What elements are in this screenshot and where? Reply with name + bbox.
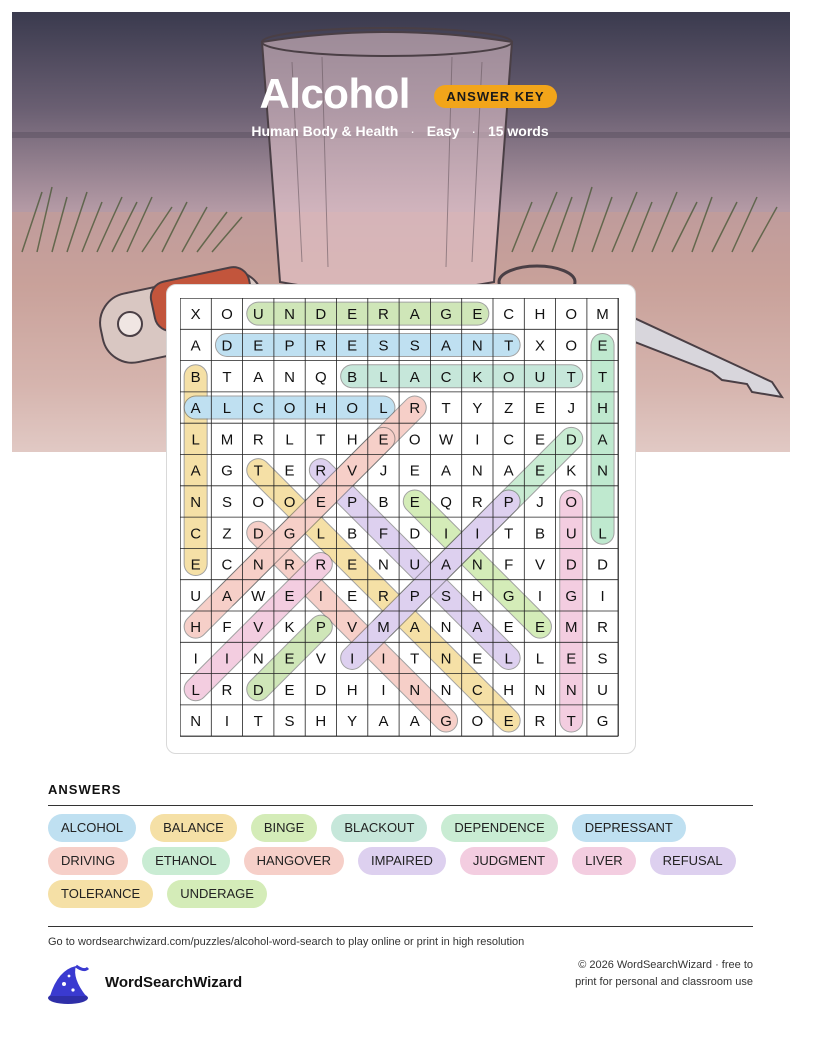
grid-letter: N xyxy=(284,306,295,324)
grid-letter: H xyxy=(534,306,546,324)
grid-letter: T xyxy=(504,525,514,543)
grid-letter: E xyxy=(597,337,608,355)
grid-letter: W xyxy=(438,431,454,449)
grid-letter: R xyxy=(378,587,389,605)
grid-letter: A xyxy=(221,587,232,605)
grid-letter: E xyxy=(190,556,201,574)
grid-letter: H xyxy=(346,431,358,449)
grid-letter: Y xyxy=(472,400,483,418)
grid-letter: B xyxy=(347,525,358,543)
grid-letter: D xyxy=(221,337,233,355)
answer-chip-impaired: IMPAIRED xyxy=(358,847,446,875)
grid-letter: J xyxy=(567,400,575,418)
grid-letter: C xyxy=(471,681,483,699)
grid-letter: D xyxy=(315,306,327,324)
answer-chip-hangover: HANGOVER xyxy=(244,847,344,875)
answer-chip-tolerance: TOLERANCE xyxy=(48,880,153,908)
grid-letter: G xyxy=(440,713,452,731)
grid-letter: E xyxy=(347,587,358,605)
grid-letter: I xyxy=(381,650,386,668)
grid-letter: L xyxy=(285,431,294,449)
answer-chip-blackout: BLACKOUT xyxy=(331,814,427,842)
grid-letter: A xyxy=(190,462,201,480)
grid-letter: F xyxy=(222,619,232,637)
word-search-grid xyxy=(180,298,620,738)
grid-letter: O xyxy=(471,713,484,731)
grid-letter: V xyxy=(347,462,358,480)
grid-letter: T xyxy=(597,368,608,386)
copyright-text: © 2026 WordSearchWizard · free to print for personal and classroom use xyxy=(575,959,753,988)
answers-heading: ANSWERS xyxy=(48,782,122,797)
grid-letter: E xyxy=(534,431,545,449)
grid-letter: K xyxy=(284,619,295,637)
grid-letter: E xyxy=(566,650,577,668)
grid-letter: D xyxy=(597,556,608,574)
grid-letter: R xyxy=(597,619,608,637)
word-count-label: 15 words xyxy=(487,123,549,139)
title-row xyxy=(0,70,816,118)
grid-letter: G xyxy=(502,587,515,605)
grid-letter: E xyxy=(472,306,483,324)
grid-letter: N xyxy=(471,556,483,574)
grid-letter: E xyxy=(284,650,295,668)
puzzle-meta xyxy=(0,123,800,139)
grid-letter: H xyxy=(471,587,483,605)
grid-letter: A xyxy=(378,713,389,731)
grid-letter: C xyxy=(503,431,515,449)
category-label: Human Body & Health xyxy=(251,123,399,139)
grid-letter: U xyxy=(534,368,546,386)
grid-letter: F xyxy=(504,556,514,574)
grid-letter: G xyxy=(283,525,296,543)
grid-letter: L xyxy=(222,400,232,418)
grid-letter: A xyxy=(409,368,420,386)
grid-letter: R xyxy=(284,556,295,574)
grid-letter: E xyxy=(347,556,358,574)
grid-letter: R xyxy=(315,462,327,480)
grid-letter: E xyxy=(534,462,545,480)
grid-letter: I xyxy=(350,650,355,668)
grid-letter: B xyxy=(347,368,358,386)
grid-letter: H xyxy=(346,681,358,699)
grid-letter: N xyxy=(252,650,264,668)
grid-letter: P xyxy=(284,337,295,355)
grid-letter: B xyxy=(534,525,545,543)
answer-chip-ethanol: ETHANOL xyxy=(142,847,229,875)
grid-letter: M xyxy=(565,619,578,637)
grid-letter: U xyxy=(409,556,421,574)
grid-letter: I xyxy=(193,650,198,668)
grid-letter: G xyxy=(221,462,233,480)
grid-letter: G xyxy=(596,713,609,731)
grid-letter: E xyxy=(409,493,420,511)
grid-letter: G xyxy=(440,306,452,324)
answer-chip-binge: BINGE xyxy=(251,814,317,842)
answers-list xyxy=(48,814,753,908)
grid-letter: J xyxy=(379,462,388,480)
grid-letter: I xyxy=(537,587,543,605)
grid-letter: R xyxy=(378,306,389,324)
answer-chip-alcohol: ALCOHOL xyxy=(48,814,136,842)
grid-letter: C xyxy=(190,525,202,543)
grid-letter: O xyxy=(221,306,233,324)
grid-letter: X xyxy=(534,337,545,355)
grid-letter: N xyxy=(440,650,452,668)
grid-letter: A xyxy=(190,400,201,418)
answer-chip-refusal: REFUSAL xyxy=(650,847,736,875)
grid-letter: R xyxy=(409,400,421,418)
brand-name: WordSearchWizard xyxy=(105,974,243,991)
grid-letter: E xyxy=(284,462,295,480)
grid-letter: E xyxy=(409,462,420,480)
grid-letter: E xyxy=(347,306,358,324)
grid-letter: C xyxy=(252,400,264,418)
grid-letter: V xyxy=(534,556,545,574)
grid-letter: D xyxy=(565,431,577,449)
grid-letter: I xyxy=(224,713,230,731)
grid-letter: U xyxy=(252,306,264,324)
grid-letter: N xyxy=(440,619,452,637)
grid-letter: Q xyxy=(315,368,327,386)
grid-letter: E xyxy=(534,619,545,637)
grid-letter: H xyxy=(315,400,327,418)
answer-chip-underage: UNDERAGE xyxy=(167,880,267,908)
grid-letter: T xyxy=(316,431,326,449)
wizard-hat-icon xyxy=(46,964,92,1011)
answer-key-badge: ANSWER KEY xyxy=(434,85,556,108)
play-online-text: Go to wordsearchwizard.com/puzzles/alcohol-word-search to play online or print in high resolution xyxy=(48,936,525,948)
grid-letter: Y xyxy=(347,713,358,731)
grid-letter: A xyxy=(597,431,608,449)
answers-divider xyxy=(48,805,753,806)
grid-letter: C xyxy=(221,556,233,574)
grid-letter: R xyxy=(471,493,483,511)
grid-letter: I xyxy=(600,587,605,605)
grid-letter: A xyxy=(409,306,420,324)
grid-letter: U xyxy=(190,587,202,605)
grid-letter: E xyxy=(472,650,483,668)
grid-letter: O xyxy=(502,368,515,386)
grid-letter: V xyxy=(315,650,326,668)
grid-letter: T xyxy=(566,368,576,386)
grid-letter: P xyxy=(409,587,420,605)
grid-letter: C xyxy=(503,306,515,324)
grid-letter: R xyxy=(252,431,264,449)
grid-letter: L xyxy=(379,368,388,386)
grid-letter: O xyxy=(283,400,296,418)
grid-letter: S xyxy=(221,493,232,511)
grid-letter: A xyxy=(503,462,514,480)
grid-letter: D xyxy=(409,525,421,543)
grid-letter: E xyxy=(315,493,326,511)
grid-letter: M xyxy=(596,306,609,324)
grid-letter: O xyxy=(408,431,421,449)
answer-chip-judgment: JUDGMENT xyxy=(460,847,558,875)
grid-letter: T xyxy=(441,400,451,418)
grid-letter: X xyxy=(190,306,201,324)
grid-letter: E xyxy=(503,619,514,637)
grid-letter: U xyxy=(565,525,577,543)
grid-letter: L xyxy=(316,525,326,543)
grid-letter: E xyxy=(253,337,264,355)
grid-lines xyxy=(180,298,618,736)
grid-letter: R xyxy=(315,556,327,574)
grid-letter: I xyxy=(475,431,480,449)
grid-letter: A xyxy=(409,619,420,637)
grid-letter: N xyxy=(409,681,421,699)
grid-letter: Q xyxy=(440,493,452,511)
grid-letter: M xyxy=(220,431,234,449)
grid-letter: H xyxy=(315,713,327,731)
grid-letter: Z xyxy=(222,525,232,543)
grid-letter: E xyxy=(284,587,295,605)
grid-letter: V xyxy=(253,619,264,637)
grid-letter: S xyxy=(378,337,389,355)
answer-chip-liver: LIVER xyxy=(572,847,636,875)
grid-letter: H xyxy=(190,619,202,637)
grid-letter: L xyxy=(379,400,388,418)
grid-letter: B xyxy=(190,368,201,386)
grid-letter: N xyxy=(440,681,452,699)
grid-letter: T xyxy=(253,713,263,731)
grid-letter: U xyxy=(597,681,608,699)
grid-letter: D xyxy=(252,681,264,699)
grid-letter: R xyxy=(534,713,546,731)
separator-dot: · xyxy=(471,123,477,139)
grid-letter: V xyxy=(347,619,358,637)
grid-letter: A xyxy=(441,556,452,574)
grid-letter: I xyxy=(475,525,480,543)
grid-letter: N xyxy=(190,493,202,511)
grid-letter: L xyxy=(598,525,607,543)
grid-letter: A xyxy=(441,462,452,480)
grid-letter: K xyxy=(472,368,483,386)
grid-letter: E xyxy=(284,681,295,699)
grid-letter: D xyxy=(252,525,264,543)
grid-letter: S xyxy=(597,650,608,668)
grid-letter: L xyxy=(535,650,545,668)
grid-letter: A xyxy=(409,713,420,731)
grid-letter: A xyxy=(441,337,452,355)
grid-letter: P xyxy=(347,493,358,511)
grid-letter: S xyxy=(284,713,295,731)
separator-dot: · xyxy=(410,123,415,139)
answer-chip-driving: DRIVING xyxy=(48,847,128,875)
grid-letter: T xyxy=(253,462,263,480)
grid-letter: O xyxy=(565,306,578,324)
grid-letter: E xyxy=(534,400,545,418)
grid-letter: D xyxy=(565,556,577,574)
grid-letter: O xyxy=(565,337,578,355)
grid-letter: G xyxy=(565,587,578,605)
grid-letter: P xyxy=(503,493,514,511)
grid-letter: E xyxy=(347,337,358,355)
grid-letter: I xyxy=(381,681,386,699)
grid-letter: I xyxy=(443,525,449,543)
grid-letter: L xyxy=(191,431,200,449)
grid-letter: N xyxy=(284,368,295,386)
grid-letter: F xyxy=(378,525,389,543)
grid-letter: R xyxy=(221,681,233,699)
answer-chip-dependence: DEPENDENCE xyxy=(441,814,557,842)
grid-letter: I xyxy=(318,587,323,605)
grid-letter: T xyxy=(222,368,232,386)
grid-letter: I xyxy=(224,650,230,668)
grid-letter: B xyxy=(378,493,389,511)
grid-letter: N xyxy=(252,556,264,574)
grid-letter: N xyxy=(471,462,483,480)
grid-letter: M xyxy=(377,619,390,637)
grid-letter: R xyxy=(315,337,327,355)
grid-letter: N xyxy=(471,337,483,355)
grid-letter: P xyxy=(315,619,326,637)
grid-letter: Z xyxy=(504,400,514,418)
footer-divider xyxy=(48,926,753,927)
grid-letter: H xyxy=(503,681,515,699)
grid-letter: N xyxy=(534,681,546,699)
grid-letter: H xyxy=(597,400,608,418)
grid-letter: T xyxy=(504,337,514,355)
grid-letter: O xyxy=(283,493,296,511)
grid-letter: N xyxy=(597,462,608,480)
grid-letter: K xyxy=(566,462,577,480)
page-title: Alcohol xyxy=(259,70,410,117)
grid-letter: W xyxy=(251,587,266,605)
grid-letter: S xyxy=(441,587,452,605)
grid-letter: A xyxy=(253,368,264,386)
grid-letter: N xyxy=(190,713,202,731)
grid-letter: L xyxy=(504,650,513,668)
grid-letter: A xyxy=(190,337,201,355)
grid-letter: L xyxy=(191,681,200,699)
grid-letter: N xyxy=(378,556,389,574)
grid-letter: E xyxy=(378,431,389,449)
grid-letter: J xyxy=(536,493,544,511)
grid-letter: T xyxy=(410,650,420,668)
grid-letter: N xyxy=(565,681,577,699)
grid-letter: O xyxy=(565,493,578,511)
grid-letter: T xyxy=(566,713,576,731)
grid-letter: S xyxy=(409,337,420,355)
answer-chip-balance: BALANCE xyxy=(150,814,237,842)
grid-letter: C xyxy=(440,368,452,386)
grid-letter: O xyxy=(252,493,265,511)
difficulty-label: Easy xyxy=(426,123,460,139)
grid-letter: O xyxy=(346,400,358,418)
grid-letter: E xyxy=(503,713,514,731)
answer-chip-depressant: DEPRESSANT xyxy=(572,814,686,842)
grid-letter: D xyxy=(315,681,327,699)
grid-letter: A xyxy=(472,619,483,637)
